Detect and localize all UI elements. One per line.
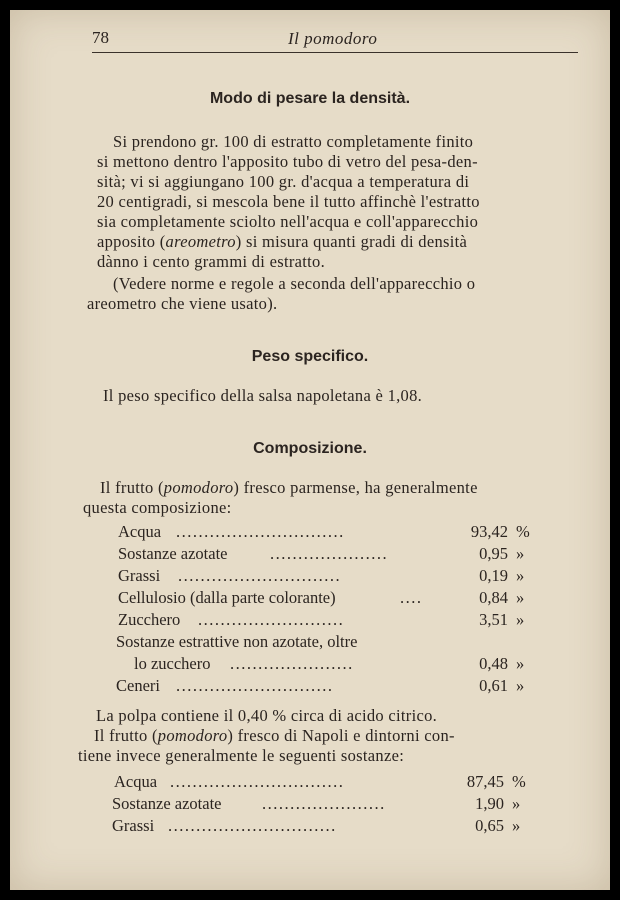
text-fragment: ) si misura quanti gradi di densità <box>235 232 468 251</box>
row-unit: » <box>512 816 521 835</box>
row-value: 87,45 <box>466 772 504 791</box>
section-heading-composition: Composizione. <box>253 440 367 457</box>
row-label: Sostanze azotate <box>112 794 222 813</box>
row-value: 1,90 <box>475 794 504 813</box>
text-line: (Vedere norme e regole a seconda dell'apparecchio o <box>113 274 476 293</box>
table-row <box>118 566 538 588</box>
row-unit: » <box>516 610 525 629</box>
row-label: lo zucchero <box>134 654 211 673</box>
running-title: Il pomodoro <box>288 29 378 48</box>
leader-dots: ............................... <box>170 772 345 791</box>
text-fragment: Il frutto ( <box>94 726 158 745</box>
leader-dots: .... <box>400 588 423 607</box>
text-line: dànno i cento grammi di estratto. <box>97 252 326 271</box>
text-fragment: ) fresco di Napoli e dintorni con- <box>227 726 455 745</box>
text-line: Si prendono gr. 100 di estratto completamente finito <box>113 132 474 151</box>
row-label: Acqua <box>114 772 158 791</box>
text-line: La polpa contiene il 0,40 % circa di acido citrico. <box>96 706 438 725</box>
text-line: sità; vi si aggiungano 100 gr. d'acqua a temperatura di <box>97 172 470 191</box>
text-line: areometro che viene usato). <box>87 294 278 313</box>
row-value: 0,48 <box>479 654 508 673</box>
text-line: 20 centigradi, si mescola bene il tutto affinchè l'estratto <box>97 192 480 211</box>
text-line: Il peso specifico della salsa napoletana è 1,08. <box>103 386 423 405</box>
row-value: 0,61 <box>479 676 508 695</box>
leader-dots: .............................. <box>168 816 337 835</box>
row-value: 0,84 <box>479 588 508 607</box>
text-fragment: apposito ( <box>97 232 166 251</box>
table-row <box>112 816 532 838</box>
row-value: 0,65 <box>475 816 504 835</box>
row-unit: » <box>516 654 525 673</box>
text-line <box>97 232 467 252</box>
text-fragment: Il frutto ( <box>100 478 164 497</box>
text-line: sia completamente sciolto nell'acqua e coll'apparecchio <box>97 212 479 231</box>
row-label: Acqua <box>118 522 162 541</box>
leader-dots: .......................... <box>198 610 345 629</box>
row-unit: % <box>512 772 526 791</box>
table-row <box>118 654 538 676</box>
row-value: 0,95 <box>479 544 508 563</box>
row-unit: » <box>516 544 525 563</box>
leader-dots: ............................ <box>176 676 334 695</box>
row-unit: » <box>516 566 525 585</box>
row-label: Grassi <box>118 566 161 585</box>
page-number: 78 <box>92 28 109 47</box>
row-label: Sostanze estrattive non azotate, oltre <box>116 632 358 651</box>
italic-term: pomodoro <box>163 478 234 497</box>
table-row <box>118 610 538 632</box>
table-row <box>116 632 536 654</box>
book-page <box>10 10 610 890</box>
table-row <box>118 588 538 610</box>
leader-dots: ..................... <box>270 544 389 563</box>
row-unit: » <box>516 676 525 695</box>
table-row <box>118 544 538 566</box>
table-row <box>112 794 532 816</box>
text-line <box>100 478 478 498</box>
leader-dots: .............................. <box>176 522 345 541</box>
text-line: si mettono dentro l'apposito tubo di vetro del pesa-den- <box>97 152 478 171</box>
text-line <box>94 726 455 746</box>
leader-dots: ............................. <box>178 566 342 585</box>
table-row <box>116 676 536 698</box>
leader-dots: ...................... <box>230 654 354 673</box>
row-label: Sostanze azotate <box>118 544 228 563</box>
row-label: Grassi <box>112 816 155 835</box>
page-header <box>92 26 578 53</box>
section-heading-specific-weight: Peso specifico. <box>251 348 369 365</box>
table-row <box>118 522 538 544</box>
text-line: tiene invece generalmente le seguenti sostanze: <box>78 746 405 765</box>
row-value: 0,19 <box>479 566 508 585</box>
row-unit: » <box>516 588 525 607</box>
italic-term: areometro <box>165 232 236 251</box>
text-line: questa composizione: <box>83 498 232 517</box>
row-unit: » <box>512 794 521 813</box>
row-unit: % <box>516 522 530 541</box>
leader-dots: ...................... <box>262 794 386 813</box>
table-row <box>114 772 534 794</box>
section-heading-density: Modo di pesare la densità. <box>209 90 411 107</box>
row-label: Cellulosio (dalla parte colorante) <box>118 588 336 607</box>
row-label: Zucchero <box>118 610 181 629</box>
row-value: 93,42 <box>470 522 508 541</box>
italic-term: pomodoro <box>157 726 228 745</box>
text-fragment: ) fresco parmense, ha generalmente <box>233 478 478 497</box>
row-value: 3,51 <box>479 610 508 629</box>
row-label: Ceneri <box>116 676 160 695</box>
